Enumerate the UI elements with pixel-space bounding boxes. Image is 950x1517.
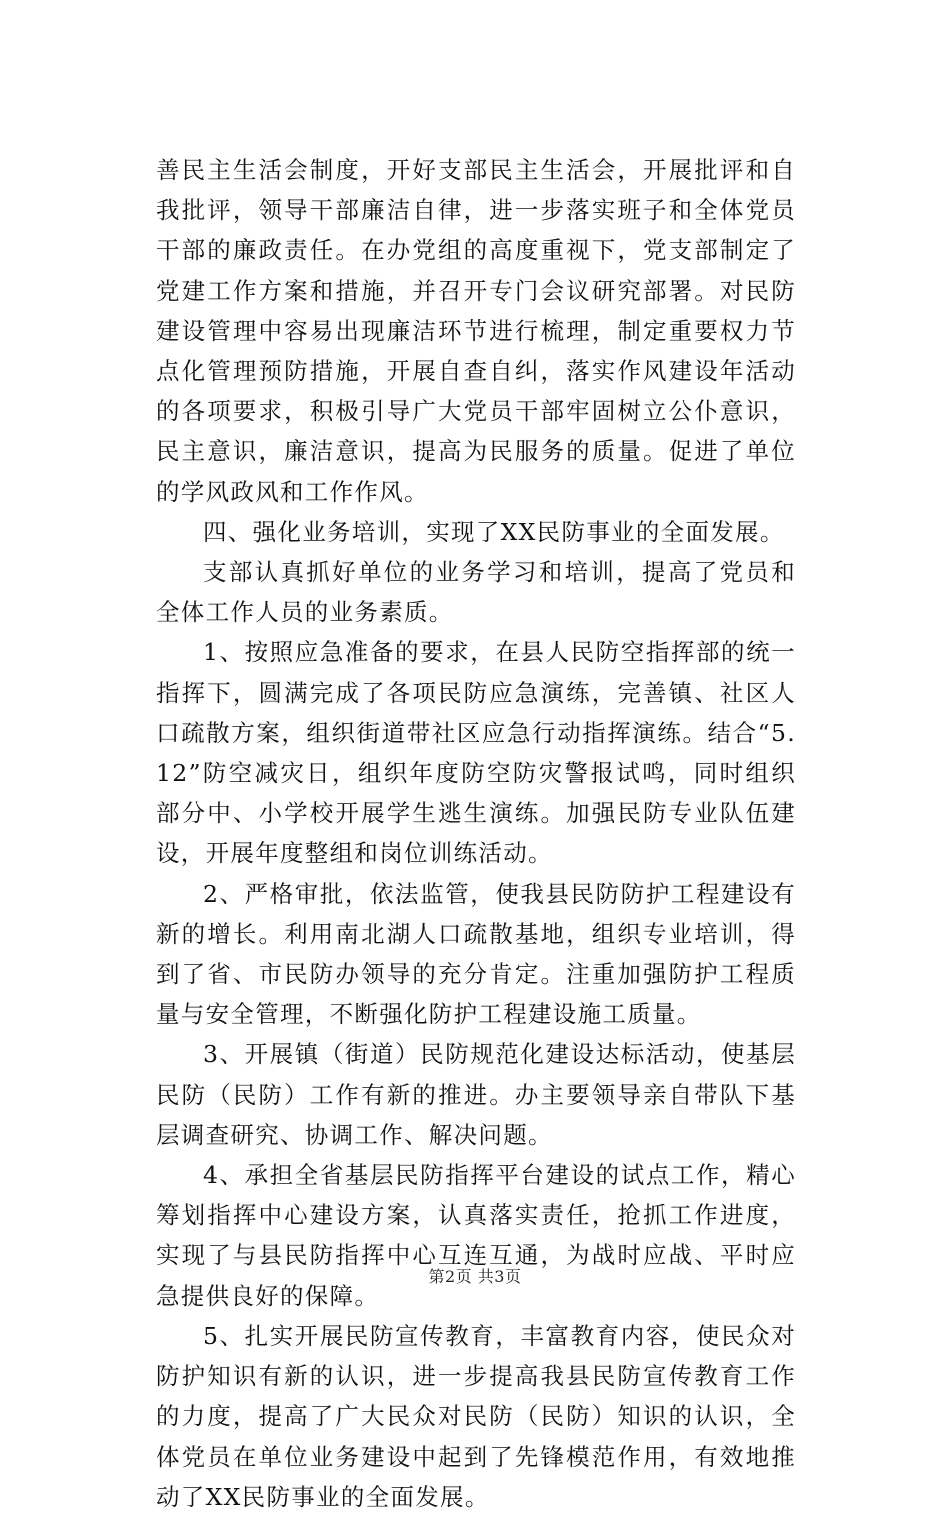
list-item-1: 1、按照应急准备的要求，在县人民防空指挥部的统一指挥下，圆满完成了各项民防应急演练，完善镇、社区人口疏散方案，组织街道带社区应急行动指挥演练。结合“5.12”防空减灾日，组织年度防空防灾警报试鸣，同时组织部分中、小学校开展学生逃生演练。加强民防专业队伍建设，开展年度整组和岗位训练活动。 [156, 638, 796, 868]
paragraph-continuation: 善民主生活会制度，开好支部民主生活会，开展批评和自我批评，领导干部廉洁自律，进一步落实班子和全体党员干部的廉政责任。在办党组的高度重视下，党支部制定了党建工作方案和措施，并召开专门会议研究部署。对民防建设管理中容易出现廉洁环节进行梳理，制定重要权力节点化管理预防措施，开展自查自纠，落实作风建设年活动的各项要求，积极引导广大党员干部牢固树立公仆意识，民主意识，廉洁意识，提高为民服务的质量。促进了单位的学风政风和工作作风。 [156, 156, 796, 506]
list-item-3: 3、开展镇（街道）民防规范化建设达标活动，使基层民防（民防）工作有新的推进。办主要领导亲自带队下基层调查研究、协调工作、解决问题。 [156, 1040, 796, 1149]
page-number-footer: 第2页 共3页 [428, 1267, 522, 1286]
list-item-5: 5、扎实开展民防宣传教育，丰富教育内容，使民众对防护知识有新的认识，进一步提高我县民防宣传教育工作的力度，提高了广大民众对民防（民防）知识的认识，全体党员在单位业务建设中起到了先锋模范作用，有效地推动了XX民防事业的全面发展。 [156, 1321, 796, 1511]
list-item-4: 4、承担全省基层民防指挥平台建设的试点工作，精心筹划指挥中心建设方案，认真落实责任，抢抓工作进度，实现了与县民防指挥中心互连互通，为战时应战、平时应急提供良好的保障。 [156, 1161, 796, 1310]
paragraph-intro: 支部认真抓好单位的业务学习和培训，提高了党员和全体工作人员的业务素质。 [156, 558, 796, 627]
section-heading-four: 四、强化业务培训，实现了XX民防事业的全面发展。 [203, 517, 785, 546]
document-body [156, 150, 796, 1517]
list-item-2: 2、严格审批，依法监管，使我县民防防护工程建设有新的增长。利用南北湖人口疏散基地，组织专业培训，得到了省、市民防办领导的充分肯定。注重加强防护工程质量与安全管理，不断强化防护工程建设施工质量。 [156, 879, 796, 1029]
